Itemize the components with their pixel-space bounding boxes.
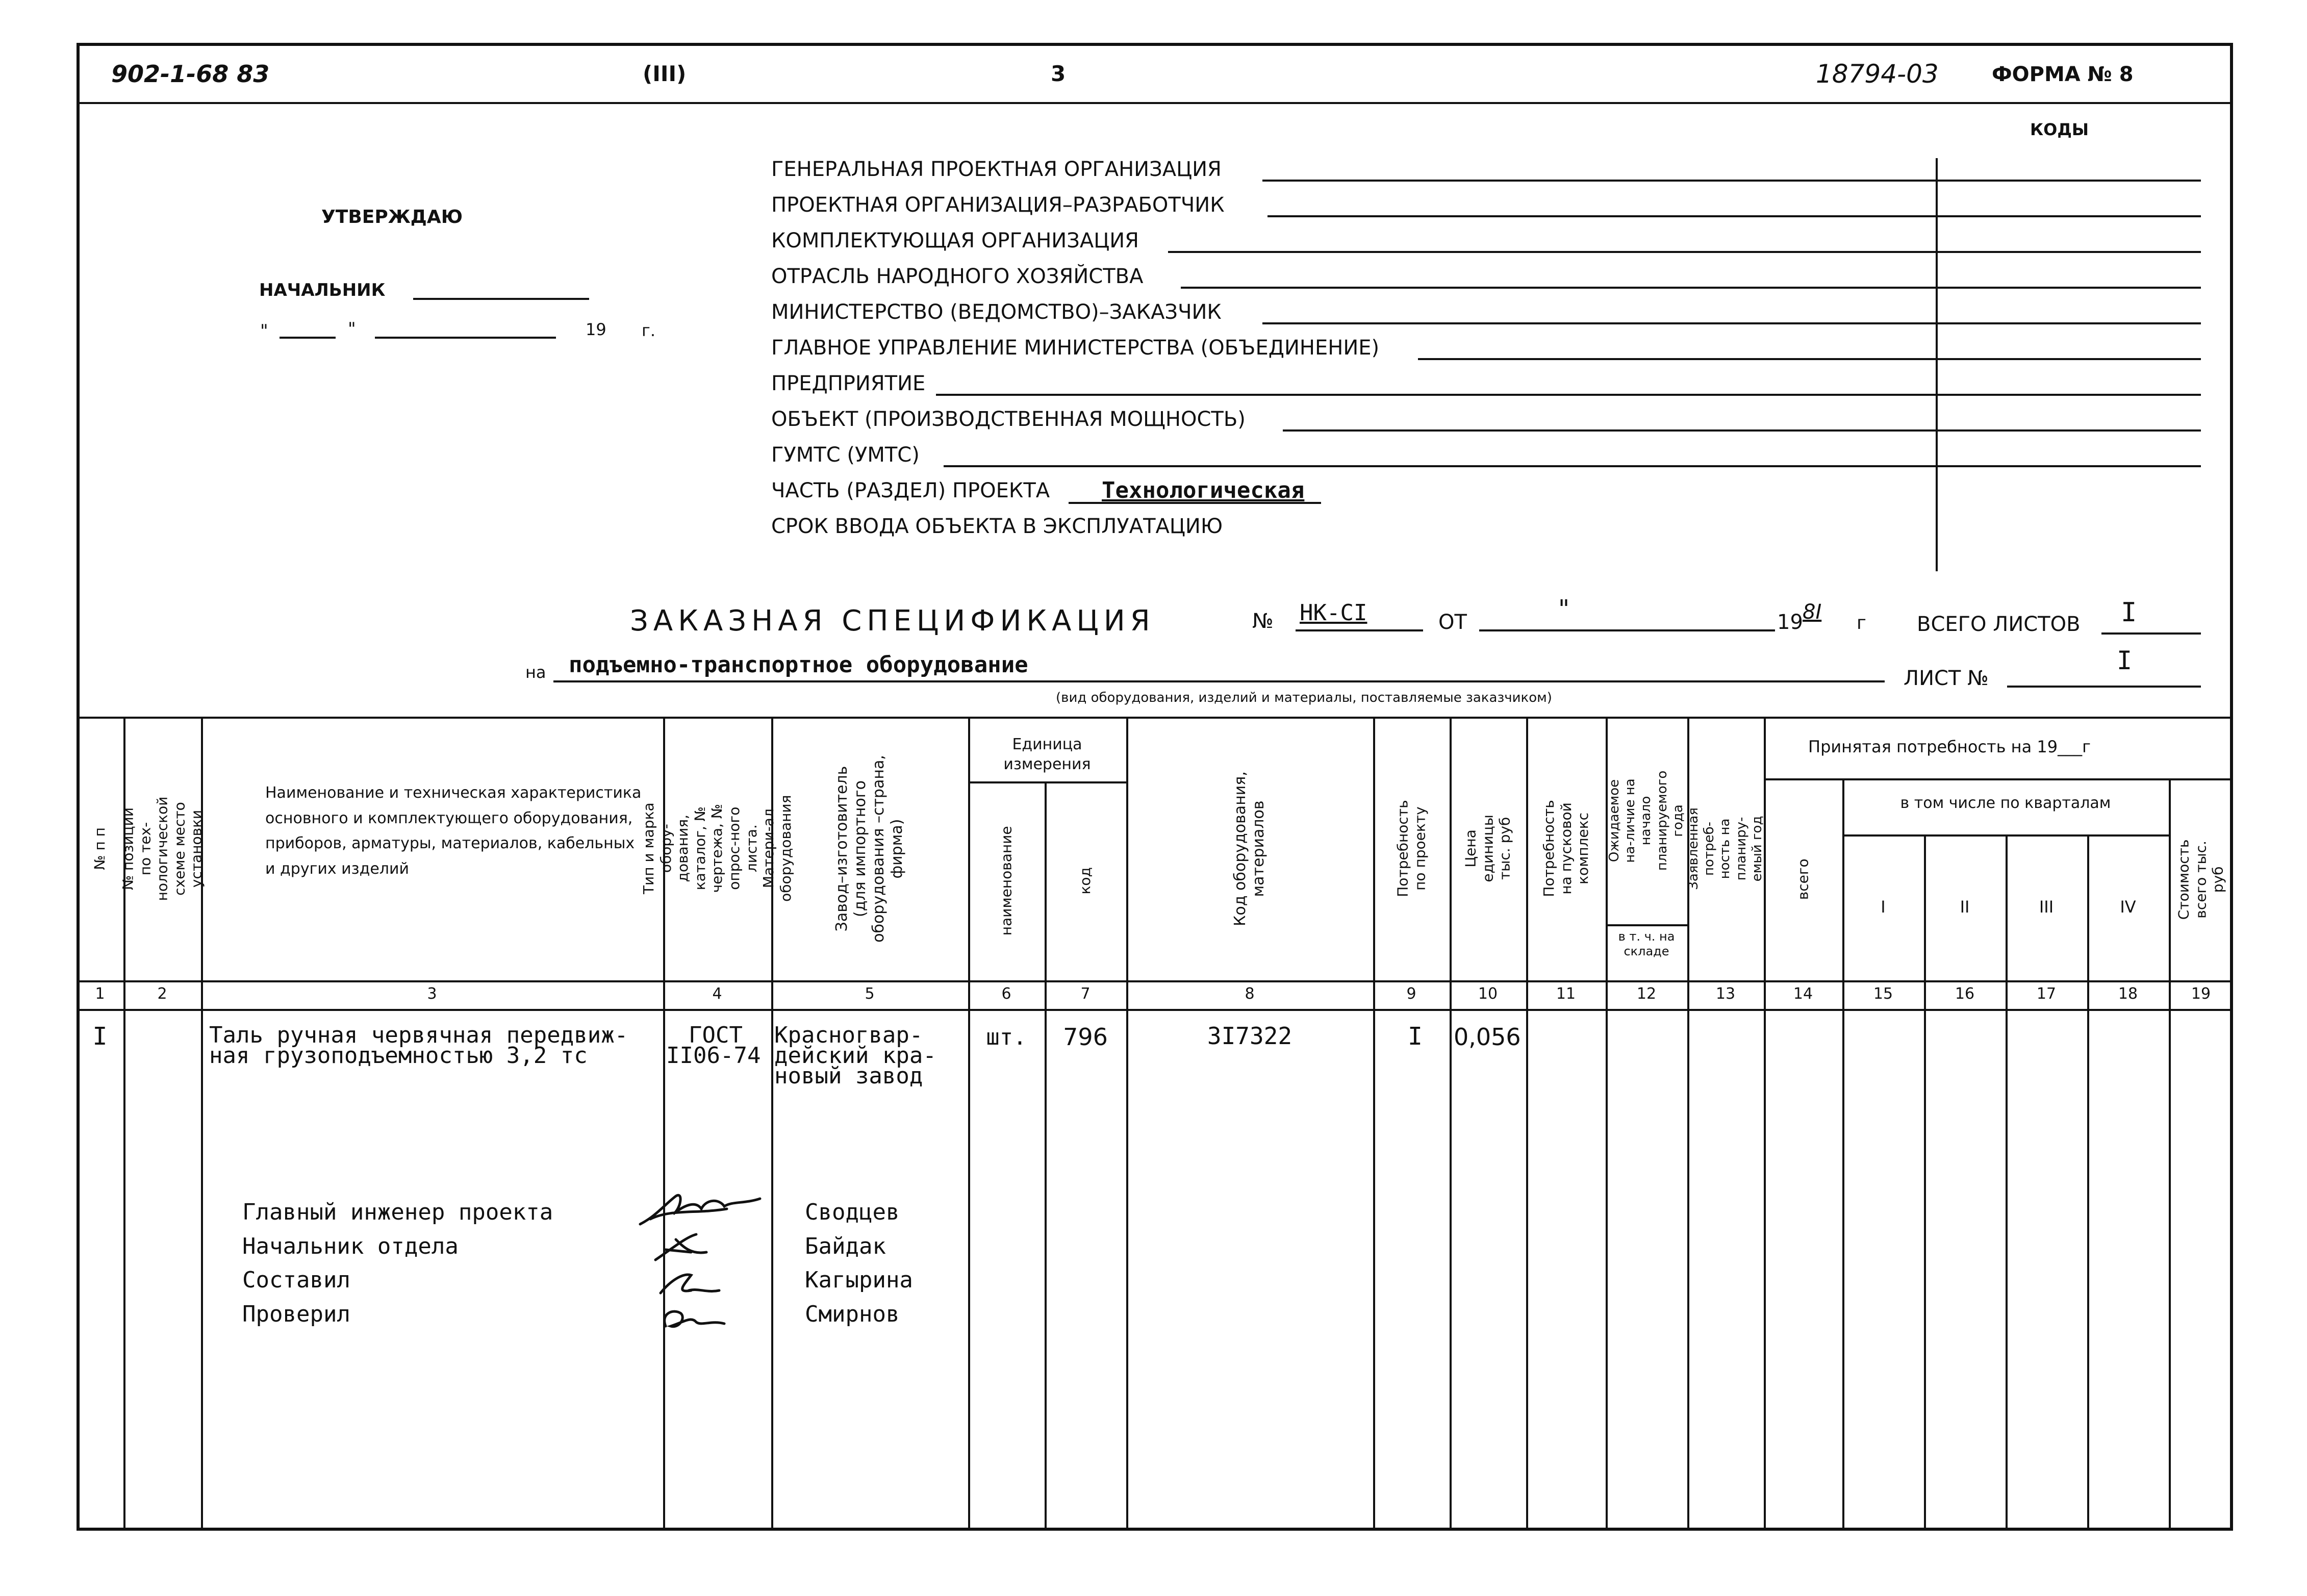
col-number: 9: [1406, 985, 1416, 1003]
col-header-q2: II: [1960, 897, 1970, 917]
spec-title: ЗАКАЗНАЯ СПЕЦИФИКАЦИЯ: [630, 604, 1155, 638]
signature-role: Проверил: [242, 1301, 350, 1327]
spec-year-suffix: г: [1857, 613, 1866, 634]
col-number: 7: [1080, 985, 1091, 1003]
row-price: 0,056: [1454, 1023, 1521, 1051]
col-header-12-sub: в т. ч. на складе: [1618, 929, 1675, 958]
col-header-19: Стоимость всего тыс. руб: [2175, 839, 2226, 920]
col-header-9: Потребность по проекту: [1394, 800, 1429, 897]
signature-role: Начальник отдела: [242, 1233, 459, 1259]
signature-name: Смирнов: [805, 1301, 900, 1327]
equipment-kind-caption: (вид оборудования, изделий и материалы, поставляемые заказчиком): [1056, 690, 1552, 705]
col-number: 10: [1478, 985, 1498, 1003]
total-sheets-value: I: [2121, 597, 2137, 628]
col-number: 1: [95, 985, 105, 1003]
top-bar-divider: [77, 102, 2233, 104]
row-need: I: [1408, 1022, 1423, 1051]
row-maker-line1: Красногвар-: [774, 1022, 923, 1048]
org-field-line: [936, 394, 2201, 396]
col-header-q1: I: [1881, 897, 1886, 917]
handwritten-signatures: [635, 1188, 773, 1341]
row-name-line2: ная грузоподъемностью 3,2 тс: [209, 1043, 588, 1069]
col-number: 13: [1715, 985, 1736, 1003]
codes-label: КОДЫ: [2030, 120, 2089, 139]
on-label: на: [525, 663, 546, 682]
sheet-value: I: [2117, 646, 2133, 675]
date-quote-close: ": [348, 319, 356, 339]
org-field-line: [1418, 358, 2201, 360]
org-field-line: [944, 465, 2201, 467]
org-field-line: [1262, 322, 2201, 324]
col-number: 18: [2118, 985, 2138, 1003]
col-number: 14: [1793, 985, 1813, 1003]
org-field-label: МИНИСТЕРСТВО (ВЕДОМСТВО)–ЗАКАЗЧИК: [771, 300, 1222, 324]
col-number: 16: [1955, 985, 1975, 1003]
signature-name: Байдак: [805, 1233, 886, 1259]
col-header-11: Потребность на пусковой комплекс: [1540, 800, 1591, 897]
org-field-line: [1181, 287, 2201, 289]
c12-sub-line: [1606, 924, 1687, 926]
org-field-line: [1267, 215, 2201, 217]
col-number: 6: [1001, 985, 1011, 1003]
unit-group-header: Единица измерения: [1003, 736, 1091, 773]
project-part-value: Технологическая: [1102, 477, 1305, 503]
from-label: ОТ: [1438, 611, 1467, 634]
sheet-line: [2007, 686, 2201, 688]
chief-label: НАЧАЛЬНИК: [259, 280, 386, 300]
row-name-line1: Таль ручная червячная передвиж-: [209, 1022, 628, 1048]
col-line: [2087, 834, 2089, 1531]
col-number: 2: [157, 985, 167, 1003]
total-sheets-line: [2101, 632, 2201, 635]
org-field-label: ПРОЕКТНАЯ ОРГАНИЗАЦИЯ–РАЗРАБОТЧИК: [771, 193, 1225, 217]
col-number: 19: [2191, 985, 2211, 1003]
col-header-6: наименование: [998, 826, 1015, 936]
col-line: [1924, 834, 1926, 1531]
org-field-label: ОБЪЕКТ (ПРОИЗВОДСТВЕННАЯ МОЩНОСТЬ): [771, 408, 1246, 431]
signature-name: Кагырина: [805, 1267, 913, 1293]
approve-label: УТВЕРЖДАЮ: [321, 207, 463, 227]
col-header-12: Ожидаемое на-личие на начало планируемого года: [1607, 770, 1686, 871]
date-month-line: [375, 337, 556, 339]
col-header-4: Тип и марка обору-дования, каталог, № чертежа, № опрос-ного листа. Матери-ал оборудования: [640, 795, 794, 902]
spec-year-prefix: 19: [1777, 611, 1803, 634]
org-field-label: ПРЕДПРИЯТИЕ: [771, 372, 926, 395]
col-header-7: код: [1077, 867, 1094, 895]
from-month-line: [1551, 629, 1775, 631]
total-sheets-label: ВСЕГО ЛИСТОВ: [1917, 613, 2081, 636]
page-number: 3: [1051, 61, 1066, 86]
col-number: 17: [2036, 985, 2057, 1003]
col-header-13: Заявленная потреб-ность на планиру-емый год: [1686, 807, 1765, 890]
org-field-line: [1283, 429, 2201, 432]
col-line: [2006, 834, 2008, 1531]
numbers-bottom-line: [77, 1009, 2233, 1011]
col-header-1: № п п: [91, 827, 109, 870]
col-header-8: Код оборудования, материалов: [1231, 771, 1267, 926]
chief-line: [413, 298, 589, 300]
spec-no-label: №: [1252, 610, 1274, 633]
col-header-5: Завод–изготовитель (для импортного оборудования –страна, фирма): [833, 754, 906, 943]
year-suffix: г.: [642, 321, 655, 340]
signature-role: Составил: [242, 1267, 350, 1293]
from-quote: ": [1558, 595, 1570, 623]
signature-role: Главный инженер проекта: [242, 1199, 553, 1225]
org-field-label: ГУМТС (УМТС): [771, 443, 920, 467]
col-number: 5: [865, 985, 875, 1003]
row-equipment-code: 3I7322: [1207, 1022, 1292, 1050]
col-header-q3: III: [2039, 897, 2054, 917]
registration-number: 18794-03: [1816, 59, 1939, 89]
year-prefix: 19: [586, 320, 606, 339]
col-header-10: Цена единицы тыс. руб: [1462, 815, 1513, 882]
col-header-2: № позиции по тех-нологической схеме место установки: [119, 796, 205, 901]
org-field-line: [1069, 502, 1321, 504]
codes-divider: [1936, 158, 1938, 571]
row-unit: шт.: [986, 1024, 1027, 1050]
part-number: (III): [643, 61, 687, 86]
col-number: 3: [427, 985, 437, 1003]
org-field-label: КОМПЛЕКТУЮЩАЯ ОРГАНИЗАЦИЯ: [771, 229, 1139, 252]
col-number: 11: [1556, 985, 1576, 1003]
form-number: ФОРМА № 8: [1992, 63, 2134, 86]
org-field-label: ЧАСТЬ (РАЗДЕЛ) ПРОЕКТА: [771, 479, 1050, 502]
org-field-label: ОТРАСЛЬ НАРОДНОГО ХОЗЯЙСТВА: [771, 265, 1144, 288]
col-line: [1842, 778, 1844, 1531]
org-field-label: ГЛАВНОЕ УПРАВЛЕНИЕ МИНИСТЕРСТВА (ОБЪЕДИНЕНИЕ): [771, 336, 1380, 360]
from-day-line: [1479, 629, 1551, 631]
row-maker-line3: новый завод: [774, 1063, 923, 1089]
row-number: I: [92, 1022, 108, 1051]
col-number: 15: [1873, 985, 1893, 1003]
equipment-kind-line: [553, 680, 1885, 682]
quarters-group-header: в том числе по кварталам: [1900, 794, 2111, 812]
col-header-3: Наименование и техническая характеристика основного и комплектующего оборудования, приборов, арматуры, материалов, кабельных и других изделий: [265, 784, 642, 878]
col-header-14: всего: [1794, 858, 1812, 900]
row-maker-line2: дейский кра-: [774, 1043, 936, 1069]
org-field-label: ГЕНЕРАЛЬНАЯ ПРОЕКТНАЯ ОРГАНИЗАЦИЯ: [771, 158, 1222, 181]
spec-no-line: [1296, 629, 1423, 631]
col-number: 8: [1245, 985, 1255, 1003]
spec-year-value: 8I: [1803, 600, 1822, 624]
signature-name: Сводцев: [805, 1199, 900, 1225]
row-type-line1: ГОСТ: [689, 1022, 743, 1048]
date-day-line: [280, 337, 336, 339]
org-field-line: [1168, 251, 2201, 253]
sheet-label: ЛИСТ №: [1904, 667, 1989, 690]
org-field-line: [1262, 180, 2201, 182]
doc-code: 902-1-68 83: [111, 60, 270, 88]
accepted-group-header: Принятая потребность на 19___г: [1808, 737, 2091, 756]
col-number: 12: [1636, 985, 1657, 1003]
header-bottom-line: [77, 980, 2233, 982]
row-unit-code: 796: [1063, 1023, 1108, 1051]
date-quote-open: ": [260, 321, 268, 341]
col-number: 4: [712, 985, 722, 1003]
equipment-kind-value: подъемно-транспортное оборудование: [569, 652, 1028, 678]
spec-no-value: НК-СI: [1300, 600, 1367, 626]
row-type-line2: II06-74: [666, 1043, 761, 1069]
col-header-q4: IV: [2120, 897, 2136, 917]
org-field-label: СРОК ВВОДА ОБЪЕКТА В ЭКСПЛУАТАЦИЮ: [771, 515, 1223, 538]
